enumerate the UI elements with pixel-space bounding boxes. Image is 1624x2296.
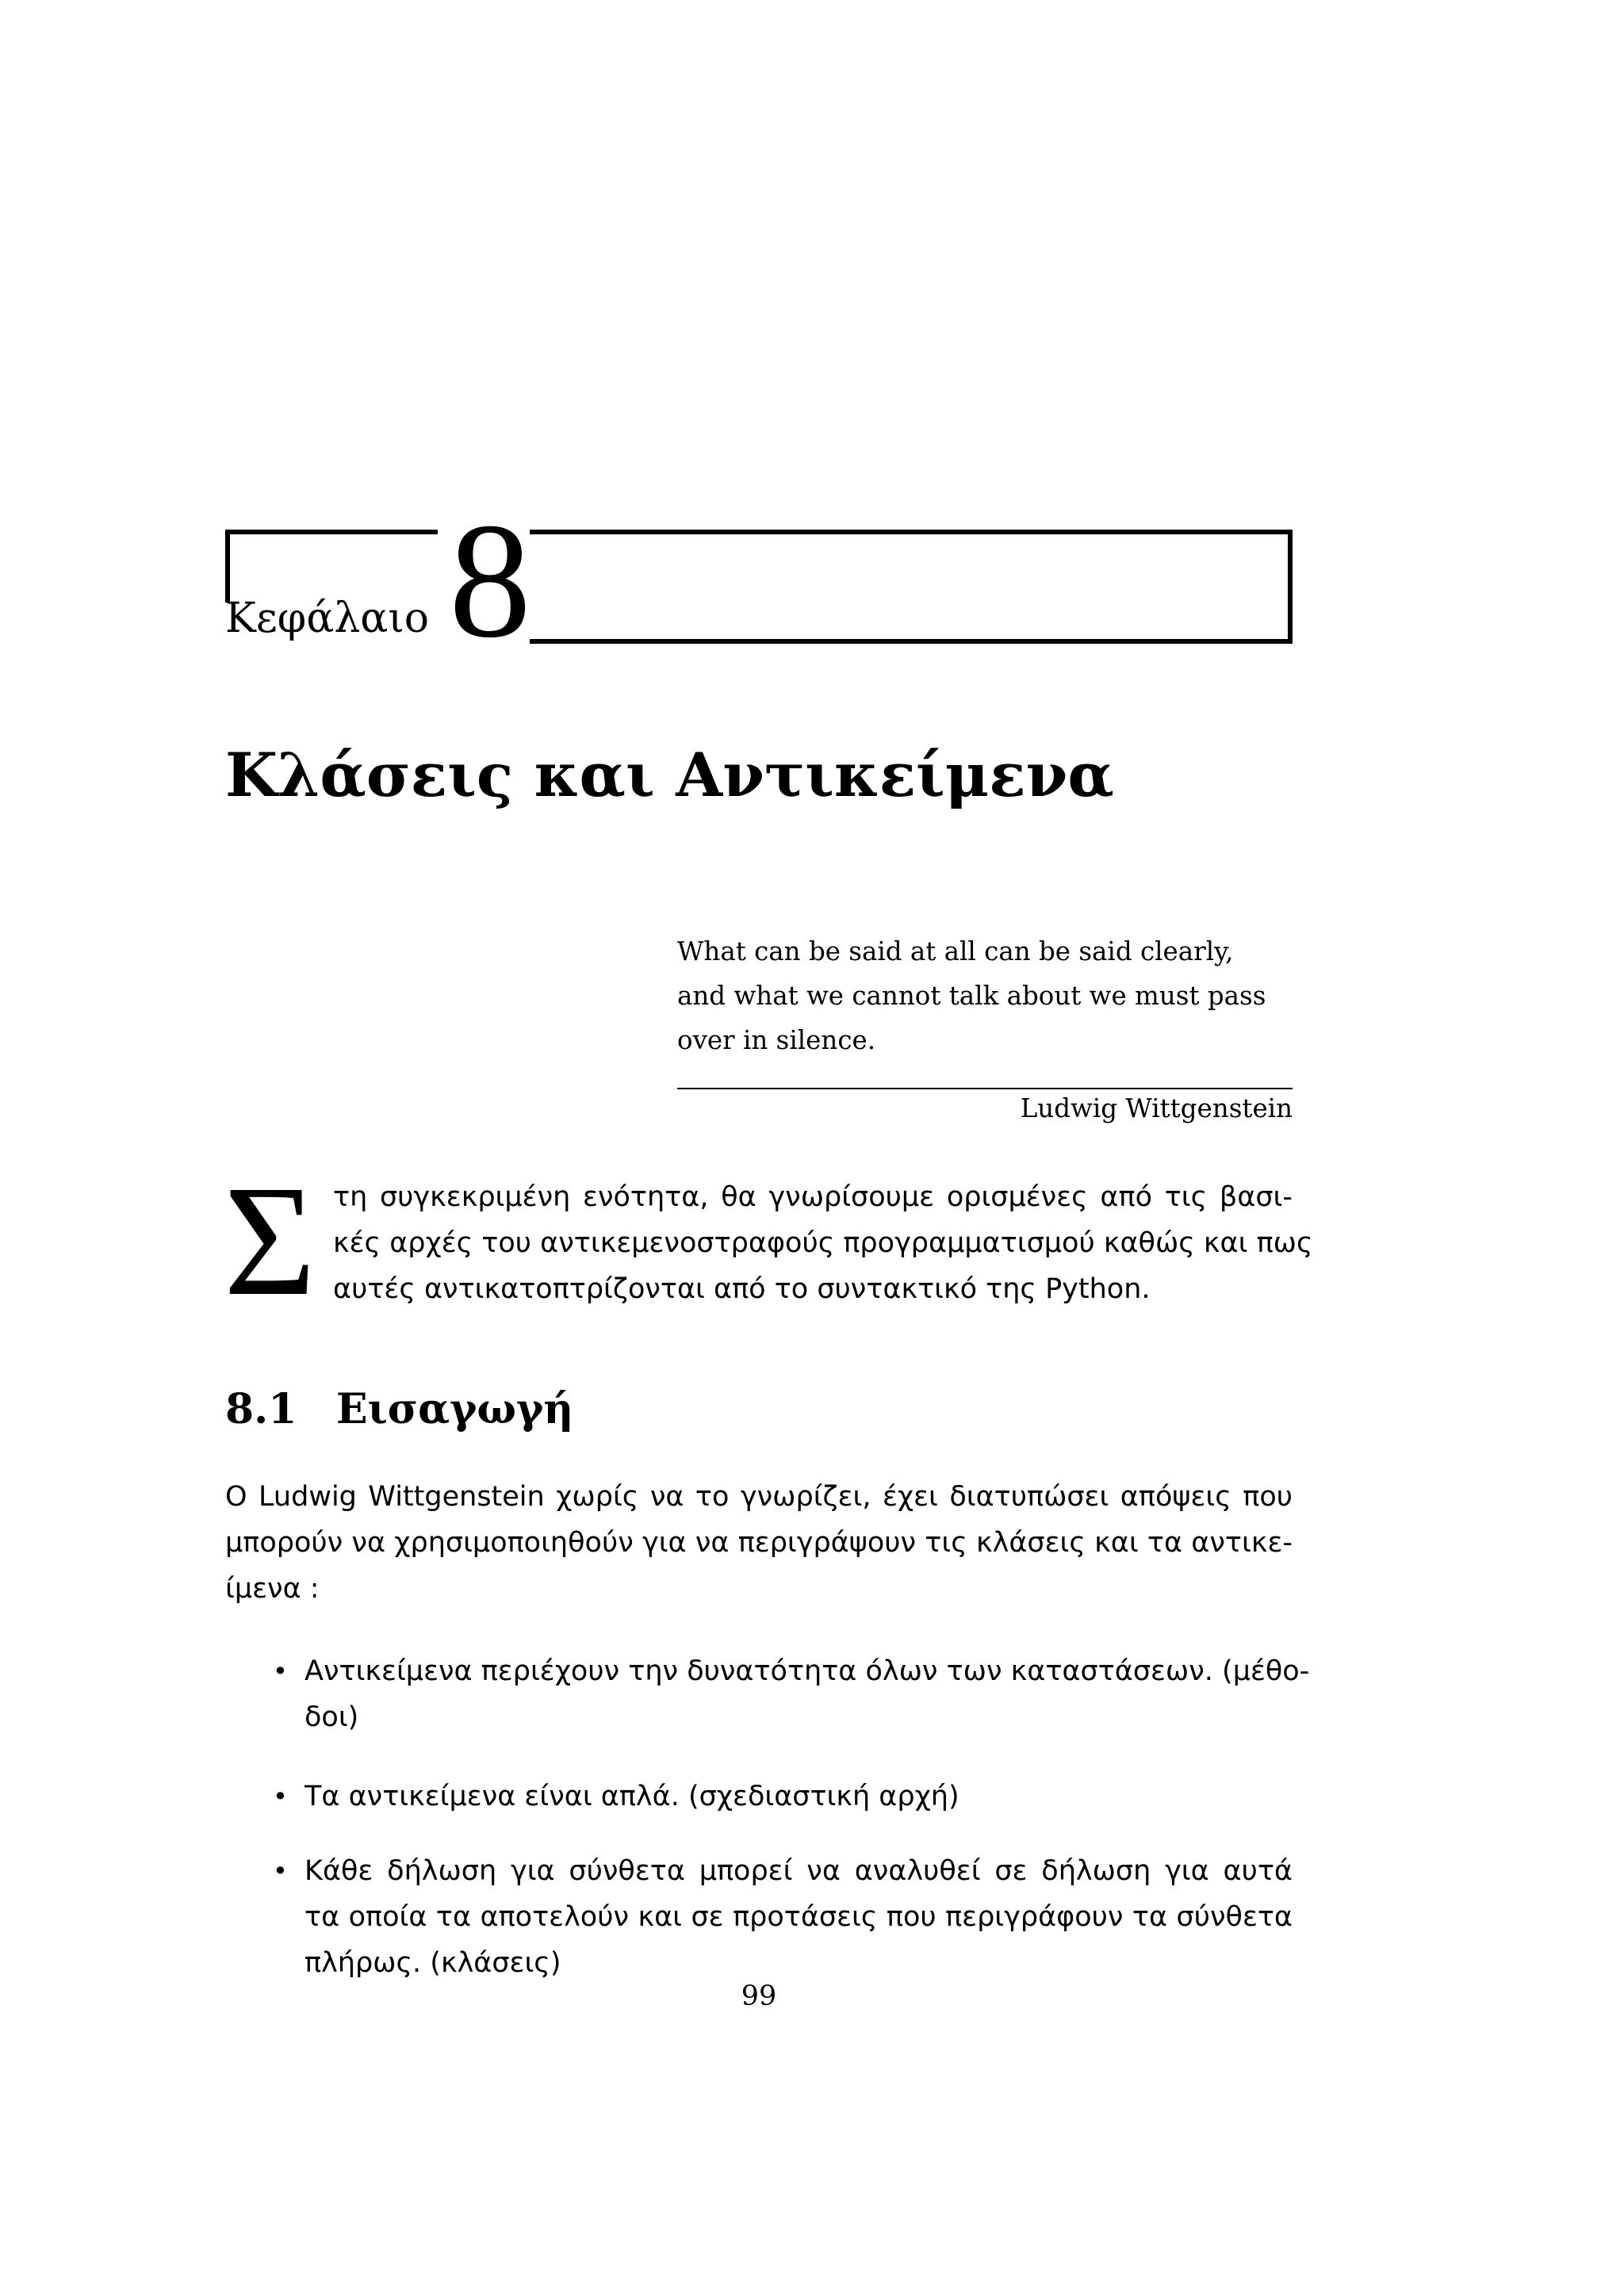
intro-line: κές αρχές του αντικεμενοστραφούς προγραμματισμού καθώς και πως xyxy=(333,1227,1313,1259)
frame-top-right-rule xyxy=(530,530,1293,534)
paragraph-line: μπορούν να χρησιμοποιηθούν για να περιγράψουν τις κλάσεις και τα αντικε- xyxy=(225,1527,1293,1559)
list-item-line: Αντικείμενα περιέχουν την δυνατότητα όλων των καταστάσεων. (μέθο- xyxy=(304,1655,1310,1687)
frame-right-rule xyxy=(1288,530,1293,644)
bullet-marker: • xyxy=(273,1656,288,1686)
epigraph xyxy=(677,929,1293,1062)
frame-left-rule xyxy=(225,530,230,603)
drop-cap: Σ xyxy=(224,1154,316,1329)
bullet-marker: • xyxy=(273,1781,288,1812)
section-number: 8.1 xyxy=(225,1385,297,1433)
bullet-marker: • xyxy=(273,1856,288,1886)
paragraph-line: Ο Ludwig Wittgenstein χωρίς να το γνωρίζει, έχει διατυπώσει απόψεις που xyxy=(225,1481,1293,1513)
chapter-number: 8 xyxy=(449,489,531,672)
list-item-line: πλήρως. (κλάσεις) xyxy=(304,1947,561,1979)
epigraph-line: over in silence. xyxy=(677,1025,876,1055)
section-heading xyxy=(225,1378,573,1441)
list-item-line: Τα αντικείμενα είναι απλά. (σχεδιαστική αρχή) xyxy=(304,1781,959,1812)
intro-line: αυτές αντικατοπτρίζονται από το συντακτικό της Python. xyxy=(333,1273,1151,1305)
epigraph-author: Ludwig Wittgenstein xyxy=(1020,1093,1293,1123)
chapter-label: Κεφάλαιο xyxy=(225,595,430,642)
epigraph-line: What can be said at all can be said clearly, xyxy=(677,936,1234,966)
list-item-line: δοι) xyxy=(304,1701,359,1733)
list-item-line: Κάθε δήλωση για σύνθετα μπορεί να αναλυθεί σε δήλωση για αυτά xyxy=(304,1855,1293,1887)
page-number: 99 xyxy=(741,1980,777,2012)
section-title: Εισαγωγή xyxy=(336,1385,574,1433)
frame-top-left-rule xyxy=(225,530,438,534)
frame-bottom-rule xyxy=(530,639,1293,644)
intro-line: τη συγκεκριμένη ενότητα, θα γνωρίσουμε ορισμένες από τις βασι- xyxy=(333,1181,1293,1213)
epigraph-line: and what we cannot talk about we must pass xyxy=(677,981,1266,1011)
chapter-title: Κλάσεις και Αντικείμενα xyxy=(225,740,1114,810)
list-item-line: τα οποία τα αποτελούν και σε προτάσεις που περιγράφουν τα σύνθετα xyxy=(304,1901,1293,1933)
paragraph-line: ίμενα : xyxy=(225,1573,320,1605)
